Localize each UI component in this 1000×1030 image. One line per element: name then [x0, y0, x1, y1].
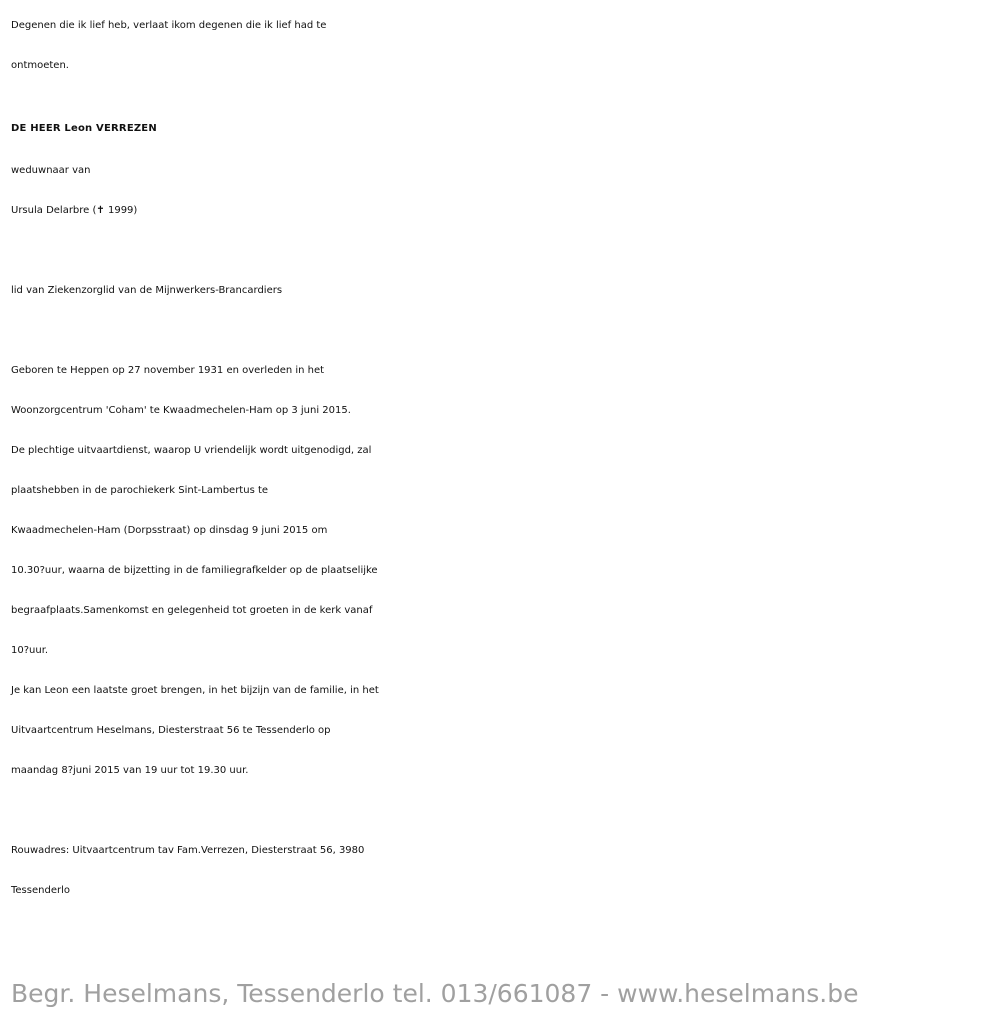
quote-line-2: ontmoeten. — [11, 60, 69, 71]
body-line: Uitvaartcentrum Heselmans, Diesterstraat 56 te Tessenderlo op — [11, 725, 331, 736]
spacer — [11, 231, 991, 271]
funeral-home-footer: Begr. Heselmans, Tessenderlo tel. 013/661087 - www.heselmans.be — [11, 979, 859, 1008]
body-line: plaatshebben in de parochiekerk Sint-Lambertus te — [11, 485, 269, 496]
spouse-name: Ursula Delarbre (✝ 1999) — [11, 205, 138, 216]
spouse-label: weduwnaar van — [11, 165, 91, 176]
quote-line-1: Degenen die ik lief heb, verlaat ikom degenen die ik lief had te — [11, 20, 327, 31]
body-line: Geboren te Heppen op 27 november 1931 en overleden in het — [11, 365, 325, 376]
address-line-2: Tessenderlo — [11, 885, 70, 896]
address-line-1: Rouwadres: Uitvaartcentrum tav Fam.Verrezen, Diesterstraat 56, 3980 — [11, 845, 365, 856]
membership-text: lid van Ziekenzorglid van de Mijnwerkers-Brancardiers — [11, 285, 283, 296]
body-line: De plechtige uitvaartdienst, waarop U vriendelijk wordt uitgenodigd, zal — [11, 445, 372, 456]
body-line: maandag 8?juni 2015 van 19 uur tot 19.30 uur. — [11, 765, 249, 776]
obituary-document — [11, 6, 991, 911]
body-line: 10.30?uur, waarna de bijzetting in de familiegrafkelder op de plaatselijke — [11, 565, 378, 576]
deceased-name: DE HEER Leon VERREZEN — [11, 123, 157, 134]
body-line: Woonzorgcentrum 'Coham' te Kwaadmechelen-Ham op 3 juni 2015. — [11, 405, 351, 416]
body-line: begraafplaats.Samenkomst en gelegenheid tot groeten in de kerk vanaf — [11, 605, 373, 616]
spacer — [11, 311, 991, 351]
body-line: 10?uur. — [11, 645, 49, 656]
body-line: Kwaadmechelen-Ham (Dorpsstraat) op dinsdag 9 juni 2015 om — [11, 525, 328, 536]
spacer — [11, 791, 991, 831]
body-line: Je kan Leon een laatste groet brengen, in het bijzijn van de familie, in het — [11, 685, 379, 696]
body-text — [11, 351, 991, 791]
